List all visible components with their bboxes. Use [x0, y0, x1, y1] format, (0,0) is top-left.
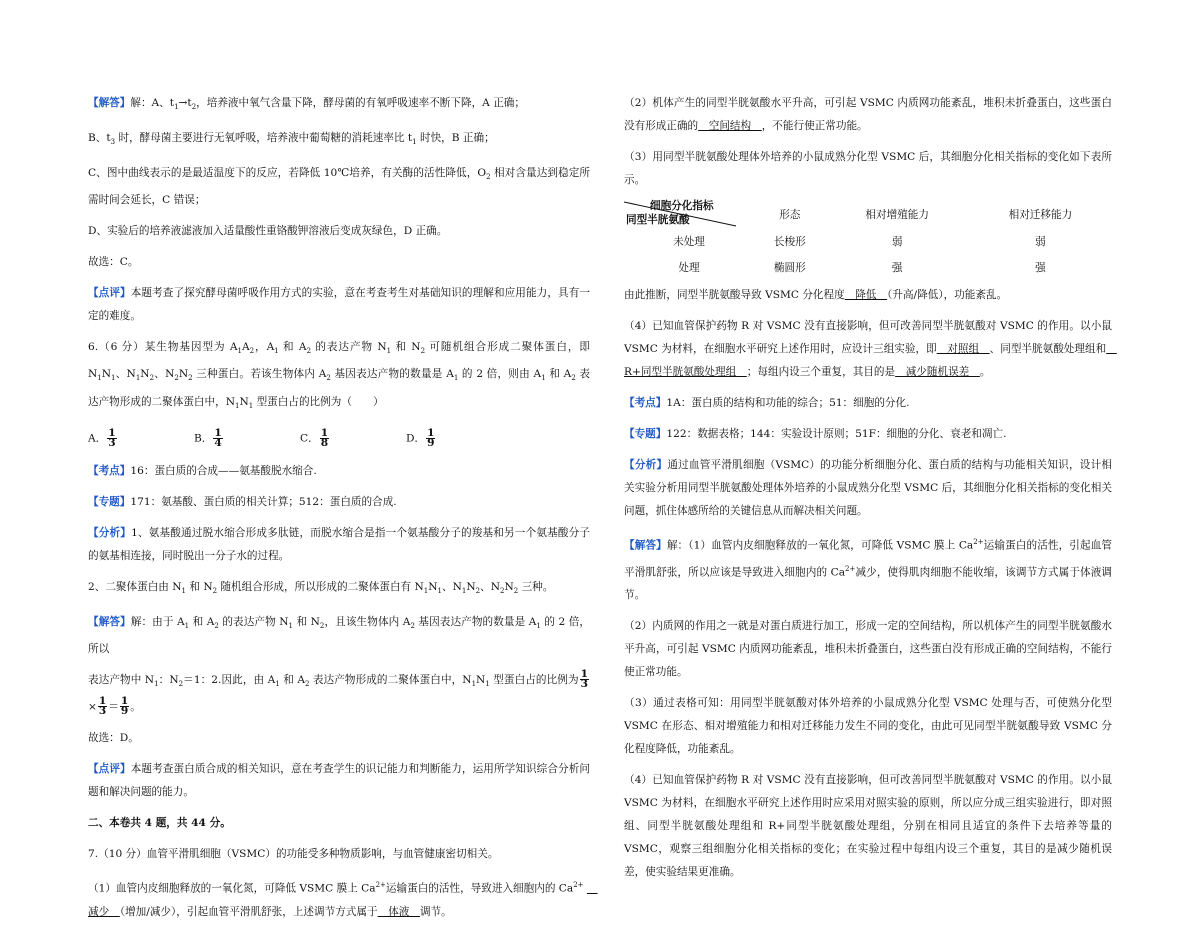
solution-2: 表达产物中 $N_1$：$N_2=1$：2.因此，由 $A_1$ 和 $A_2$ 表达产物形成的二聚体蛋白中，$N_1N_1$ 型蛋白占的比例为 $\frac{1}{3}$ × $\frac{1}{3}$ ＝ $\frac{1}{9}$ 。	[88, 668, 588, 718]
table-header: 相对迁移能力	[1008, 208, 1073, 221]
answer-blank: 减少随机误差	[895, 366, 980, 378]
option-d[interactable]: D． $\frac{1}{9}$	[406, 427, 435, 450]
question-7-part-3-inference: 由此推断，同型半胱氨酸导致 VSMC 分化程度 降低 （升高/降低），功能紊乱。	[624, 289, 1008, 301]
topic: 【专题】171：氨基酸、蛋白质的相关计算；512：蛋白质的合成.	[88, 495, 397, 508]
fraction: $\frac{1}{3}$	[580, 668, 588, 691]
question-7-part-4: （4）已知血管保护药物 R 对 VSMC 没有直接影响，但可改善同型半胱氨酸对 VSMC 的作用。以小鼠 VSMC 为材料，在细胞水平研究上述作用时，应设计三组实验，即 对照组 、同型半胱氨酸处理组和 R+同型半胱氨酸处理组 ；每组内设三个重复，其目的是 减少随机误差 。	[624, 320, 1117, 378]
choice-line: 故选：C。	[88, 256, 139, 269]
option-b[interactable]: B． $\frac{1}{4}$	[194, 427, 222, 450]
question-7-part-2: （2）机体产生的同型半胱氨酸水平升高，可引起 VSMC 内质网功能紊乱，堆积未折叠蛋白，这些蛋白没有形成正确的 空间结构 ，不能行使正常功能。	[624, 97, 1112, 132]
question-7-part-1: （1）血管内皮细胞释放的一氧化氮，可降低 VSMC 膜上 $Ca^{2+}$运输蛋白的活性，导致进入细胞内的 $Ca^{2+}$ 减少 （增加/减少），引起血管平滑肌舒张，上述调节方式属于 体液 调节。	[88, 880, 598, 918]
section-heading: 二、本卷共 4 题，共 44 分。	[88, 816, 231, 829]
diagonal-header-cell: 细胞分化指标 同型半胱氨酸	[624, 200, 754, 228]
fraction: $\frac{1}{9}$	[120, 695, 129, 718]
solution-1: 【解答】解：由于 $A_1$ 和 $A_2$ 的表达产物 $N_1$ 和 $N_2$，且该生物体内 $A_2$ 基因表达产物的数量是 $A_1$ 的 2 倍，所以	[88, 615, 591, 655]
solution-7-3: （3）通过表格可知：用同型半胱氨酸对体外培养的小鼠成熟分化型 VSMC 处理与否，可使熟分化型 VSMC 在形态、相对增殖能力和相对迁移能力发生不同的变化，由此可见同型半胱氨酸导致 VSMC 分化程度降低，功能紊乱。	[624, 697, 1112, 756]
answer-blank: R+同型半胱氨酸处理组	[624, 343, 1117, 378]
table-header: 相对增殖能力	[865, 208, 929, 221]
table-row: 处理 椭圆形 强 强	[678, 261, 1046, 274]
right-column	[624, 92, 1117, 892]
answer-blank: 对照组	[936, 343, 990, 355]
answer-d: D、实验后的培养液滤液加入适量酸性重铬酸钾溶液后变成灰绿色，D 正确。	[88, 225, 448, 238]
table-row: 未处理 长梭形 弱 弱	[673, 235, 1046, 248]
experiment-table	[624, 200, 1112, 280]
choice-line-2: 故选：D。	[88, 731, 139, 744]
comment-tag: 【点评】	[88, 287, 131, 300]
fraction: $\frac{1}{3}$	[98, 695, 107, 718]
option-a[interactable]: A． $\frac{1}{3}$	[88, 427, 116, 450]
answer-blank: 降低	[844, 289, 888, 301]
solution-7-4: （4）已知血管保护药物 R 对 VSMC 没有直接影响，但可改善同型半胱氨酸对 VSMC 的作用。以小鼠 VSMC 为材料，在细胞水平研究上述作用时应采用对照实验的原则，所以应分成三组实验进行，即对照组、同型半胱氨酸处理组和 R+同型半胱氨酸处理组，分别在相同且适宜的条件下去培养等量的 VSMC，观察三组细胞分化相关指标的变化；在实验过程中每组内设三个重复，其目的是减少随机误差，使实验结果更准确。	[624, 774, 1112, 879]
option-c[interactable]: C． $\frac{1}{8}$	[300, 427, 329, 450]
answer-blank: 体液	[377, 905, 420, 918]
comment-block-2: 【点评】本题考查蛋白质合成的相关知识，意在考查学生的识记能力和判断能力，运用所学知识综合分析问题和解决问题的能力。	[88, 762, 590, 798]
left-column	[88, 92, 598, 932]
answer-blank: 减少	[88, 882, 598, 918]
knowledge-point: 【考点】16：蛋白质的合成——氨基酸脱水缩合.	[88, 464, 317, 477]
answer-b: B、$t_3$ 时，酵母菌主要进行无氧呼吸，培养液中葡萄糖的消耗速率比 $t_1$ 时快，B 正确；	[88, 132, 495, 147]
topic-7: 【专题】122：数据表格；144：实验设计原则；51F：细胞的分化、衰老和凋亡.	[624, 428, 1007, 440]
solution-7-1: 【解答】解：（1）血管内皮细胞释放的一氧化氮，可降低 VSMC 膜上 $Ca^{2+}$运输蛋白的活性，引起血管平滑肌舒张，所以应该是导致进入细胞内的 $Ca^{2+}$减少，使得肌肉细胞不能收缩，该调节方式属于体液调节。	[624, 538, 1113, 602]
comment-block: 【点评】本题考查了探究酵母菌呼吸作用方式的实验，意在考查考生对基础知识的理解和应用能力，具有一定的难度。	[88, 287, 590, 323]
question-7-part-3: （3）用同型半胱氨酸处理体外培养的小鼠成熟分化型 VSMC 后，其细胞分化相关指标的变化如下表所示。	[624, 151, 1112, 186]
solution-7-2: （2）内质网的作用之一就是对蛋白质进行加工，形成一定的空间结构，所以机体产生的同型半胱氨酸水平升高，可引起 VSMC 内质网功能紊乱，堆积未折叠蛋白，这些蛋白没有形成正确的空间结构，不能行使正常功能。	[624, 620, 1112, 679]
answer-a: 【解答】解：A、$t_1\to t_2$，培养液中氧气含量下降，酵母菌的有氧呼吸速率不断下降，A 正确；	[88, 97, 525, 112]
analysis-7: 【分析】通过血管平滑肌细胞（VSMC）的功能分析细胞分化、蛋白质的结构与功能相关知识，设计相关实验分析用同型半胱氨酸处理体外培养的小鼠成熟分化型 VSMC 后，其细胞分化相关指标的变化相关问题，抓住体感所给的关键信息从而解决相关问题。	[624, 459, 1113, 517]
analysis-2: 2、二聚体蛋白由 $N_1$ 和 $N_2$ 随机组合形成，所以形成的二聚体蛋白有 $N_1N_1$、$N_1N_2$、$N_2N_2$ 三种。	[88, 580, 554, 595]
answer-blank: 空间结构	[698, 120, 762, 132]
analysis-1: 【分析】1、氨基酸通过脱水缩合形成多肽链，而脱水缩合是指一个氨基酸分子的羧基和另一个氨基酸分子的氨基相连接，同时脱出一分子水的过程。	[88, 526, 590, 562]
question-7: 7.（10 分）血管平滑肌细胞（VSMC）的功能受多种物质影响，与血管健康密切相关。	[88, 847, 499, 860]
answer-c: C、图中曲线表示的是最适温度下的反应，若降低 10℃培养，有关酶的活性降低，$O_2$ 相对含量达到稳定所需时间会延长，C 错误；	[88, 167, 590, 207]
table-header: 形态	[779, 208, 801, 221]
answer-tag: 【解答】	[88, 97, 131, 109]
question-6: 6.（6 分）某生物基因型为 $A_1A_2$，$A_1$ 和 $A_2$ 的表达产物 $N_1$ 和 $N_2$ 可随机组合形成二聚体蛋白，即 $N_1N_1$、$N_1N_2$、$N_2N_2$ 三种蛋白。若该生物体内 $A_2$ 基因表达产物的数量是 $A_1$ 的 2 倍，则由 $A_1$ 和 $A_2$ 表达产物形成的二聚体蛋白中，$N_1N_1$ 型蛋白占的比例为（ ）	[88, 341, 591, 410]
table-header-row	[624, 200, 1112, 228]
knowledge-point-7: 【考点】1A：蛋白质的结构和功能的综合；51：细胞的分化.	[624, 397, 910, 409]
options-row	[88, 426, 590, 452]
